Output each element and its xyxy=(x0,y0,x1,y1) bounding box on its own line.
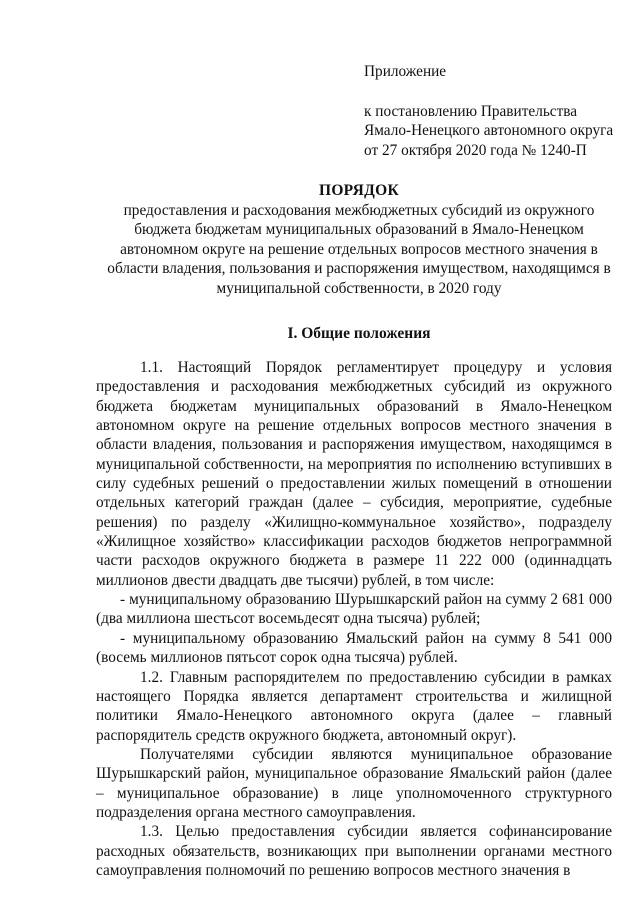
paragraph-1-2: 1.2. Главным распорядителем по предоставлению субсидии в рамках настоящего Порядка является департамент строительства и жилищной политики Ямало-Ненецкого автономного округа (далее – главный распорядитель средств окружного бюджета, автономный округ). xyxy=(96,668,612,744)
list-item-yamalsky: - муниципальному образованию Ямальский район на сумму 8 541 000 (восемь миллионов пятьсот сорок одна тысяча) рублей. xyxy=(96,629,612,667)
paragraph-1-1: 1.1. Настоящий Порядок регламентирует процедуру и условия предоставления и расходования межбюджетных субсидий из окружного бюджета бюджетам муниципальных образований в Ямало-Ненецком автономном округе на решение отдельных вопросов местного значения в области владения, пользования и распоряжения имуществом, находящимся в муниципальной собственности, на мероприятия по исполнению вступивших в силу судебных решений о предоставлении жилых помещений в отношении отдельных категорий граждан (далее – субсидия, мероприятие, судебные решения) по разделу «Жилищно-коммунальное хозяйство», подразделу «Жилищное хозяйство» классификации расходов бюджетов непрограммной части расходов окружного бюджета в размере 11 222 000 (одиннадцать миллионов двести двадцать две тысячи) рублей, в том числе: xyxy=(96,359,612,589)
document-body xyxy=(96,358,612,880)
appendix-line-1: к постановлению Правительства xyxy=(364,102,578,120)
appendix-line-2: Ямало-Ненецкого автономного округа xyxy=(364,122,614,139)
section-heading: I. Общие положения xyxy=(287,325,431,342)
document-subtitle: предоставления и расходования межбюджетных субсидий из окружного бюджета бюджетам муниципальных образований в Ямало-Ненецком автономном округе на решение отдельных вопросов местного значения в области владения, пользования и распоряжения имуществом, находящимся в муниципальной собственности, в 2020 году xyxy=(107,202,611,297)
paragraph-recipients: Получателями субсидии являются муниципальное образование Шурышкарский район, муниципальное образование Ямальский район (далее – муниципальное образование) в лице уполномоченного структурного подразделения органа местного самоуправления. xyxy=(96,745,612,821)
appendix-spacer xyxy=(364,82,634,102)
appendix-block xyxy=(364,62,634,160)
appendix-line-3: от 27 октября 2020 года № 1240-П xyxy=(364,141,587,159)
list-item-shuryshkarsky: - муниципальному образованию Шурышкарский район на сумму 2 681 000 (два миллиона шестьсот восемьдесят одна тысяча) рублей; xyxy=(96,591,612,628)
paragraph-1-3: 1.3. Целью предоставления субсидии является софинансирование расходных обязательств, возникающих при выполнении органами местного самоуправления полномочий по решению вопросов местного значения в xyxy=(96,823,612,879)
appendix-label: Приложение xyxy=(364,63,447,80)
document-title: ПОРЯДОК xyxy=(318,182,400,199)
